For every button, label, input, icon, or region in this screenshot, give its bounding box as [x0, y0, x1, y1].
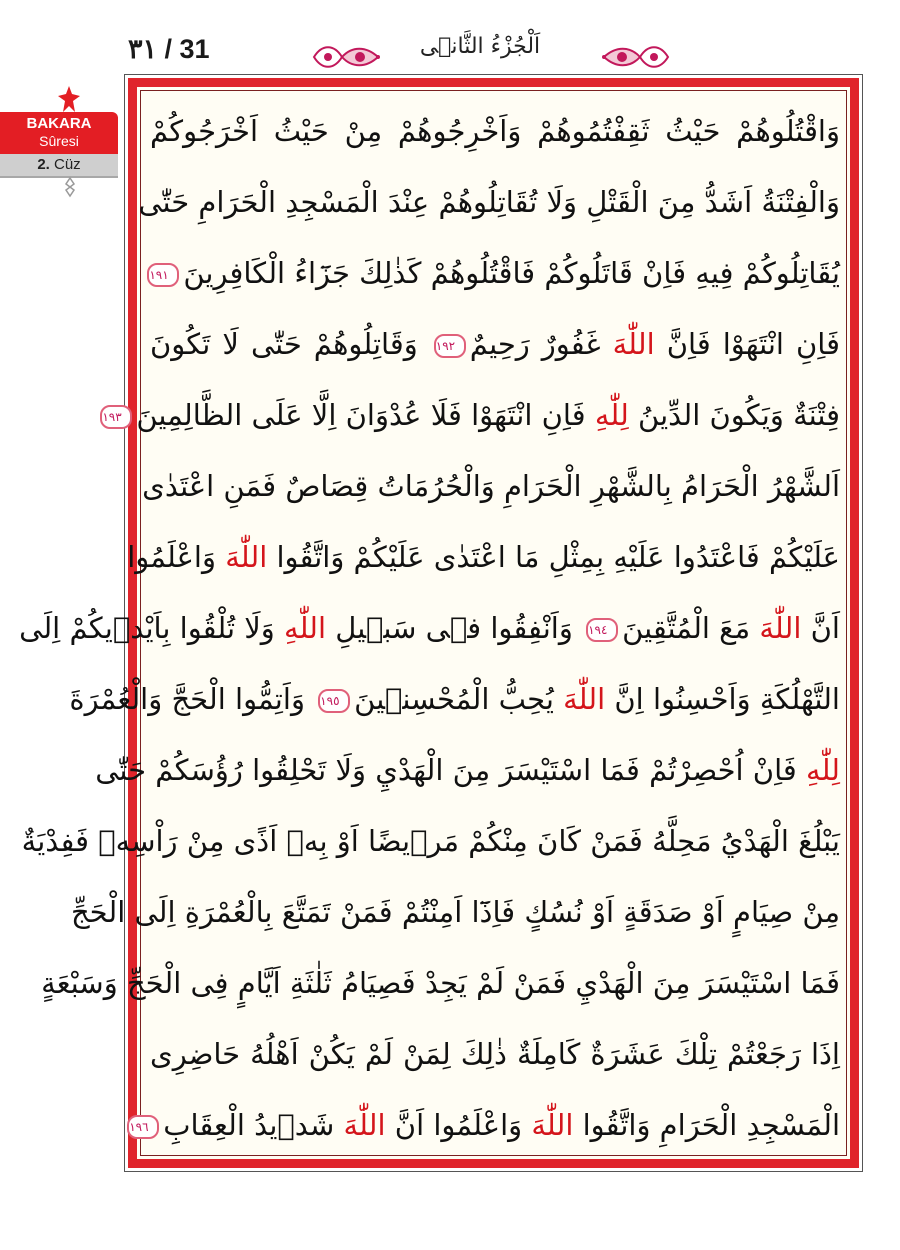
verse-text: وَاقْتُلُوهُمْ حَيْثُ ثَقِفْتُمُوهُمْ وَاَخْرِجُوهُمْ مِنْ حَيْثُ اَخْرَجُوكُمْ: [150, 114, 840, 148]
ayah-number-marker: ١٩٣: [100, 405, 132, 429]
verse-text: وَاَتِمُّوا الْحَجَّ وَالْعُمْرَةَ: [69, 682, 315, 716]
ayah-number-marker: ١٩٥: [318, 689, 350, 713]
verse-text: يُحِبُّ الْمُحْسِنٖينَ: [354, 682, 564, 716]
verse-line: [41, 948, 840, 1019]
juz-title: اَلْجُزْءُ الثَّانٖى: [419, 34, 541, 59]
divine-name: اللّٰهَ: [531, 1108, 574, 1142]
verse-line: [95, 735, 840, 806]
verse-line: [127, 522, 840, 593]
verse-line: [70, 877, 840, 948]
juz-box: [0, 154, 118, 178]
verse-line: [150, 1019, 840, 1090]
verse-text: عَلَيْكُمْ فَاعْتَدُوا عَلَيْهِ بِمِثْلِ مَا اعْتَدٰى عَلَيْكُمْ وَاتَّقُوا: [267, 540, 840, 574]
verse-text: يُقَاتِلُوكُمْ فِيهِ فَاِنْ قَاتَلُوكُمْ فَاقْتُلُوهُمْ كَذٰلِكَ جَزَٓاءُ الْكَافِرِينَ: [183, 256, 840, 290]
sura-name: BAKARA: [26, 115, 92, 132]
verse-text: الْمَسْجِدِ الْحَرَامِ وَاتَّقُوا: [573, 1108, 840, 1142]
verse-text: يَبْلُغَ الْهَدْيُ مَحِلَّهُ فَمَنْ كَانَ مِنْكُمْ مَرٖيضًا اَوْ بِهٖ اَذًى مِنْ رَاْسِهٖ فَفِدْيَةٌ: [21, 824, 840, 858]
divine-name: اللّٰهَ: [343, 1108, 386, 1142]
verse-line: [102, 380, 840, 451]
page-number: ٣١ / 31: [128, 34, 210, 64]
ayah-number-marker: ١٩٤: [586, 618, 618, 642]
verse-text: فِتْنَةٌ وَيَكُونَ الدِّينُ: [628, 398, 840, 432]
verse-line: [21, 806, 840, 877]
verse-text: وَلَا تُلْقُوا بِاَيْدٖيكُمْ اِلَى: [19, 611, 285, 645]
verse-line: [19, 593, 840, 664]
ayah-number-marker: ١٩٦: [127, 1115, 159, 1139]
verse-text: مِنْ صِيَامٍ اَوْ صَدَقَةٍ اَوْ نُسُكٍ فَاِذَٓا اَمِنْتُمْ فَمَنْ تَمَتَّعَ بِالْعُمْرَةِ اِلَى الْحَجِّ: [70, 895, 840, 929]
verse-line: [138, 167, 840, 238]
divine-name: اللّٰهَ: [225, 540, 268, 574]
header-ornament-right-icon: [600, 40, 670, 74]
sura-label: Sûresi: [39, 133, 79, 149]
divine-name: اللّٰهَ: [759, 611, 802, 645]
divine-name: لِلّٰهِ: [806, 753, 840, 787]
verse-text: وَاعْلَمُوا: [127, 540, 226, 574]
ayah-number-marker: ١٩٢: [434, 334, 466, 358]
verse-line: [142, 451, 840, 522]
verse-text: وَالْفِتْنَةُ اَشَدُّ مِنَ الْقَتْلِ وَلَا تُقَاتِلُوهُمْ عِنْدَ الْمَسْجِدِ الْحَرَامِ حَتّٰى: [138, 185, 840, 219]
verse-line: [129, 1090, 840, 1161]
verse-text: وَقَاتِلُوهُمْ حَتّٰى لَا تَكُونَ: [150, 327, 430, 361]
verse-text: مَعَ الْمُتَّقِينَ: [622, 611, 760, 645]
verse-text: وَاَنْفِقُوا فٖى سَبٖيلِ: [326, 611, 583, 645]
verse-text: فَاِنِ انْتَهَوْا فَاِنَّ: [654, 327, 840, 361]
verse-text: فَمَا اسْتَيْسَرَ مِنَ الْهَدْيِ فَمَنْ لَمْ يَجِدْ فَصِيَامُ ثَلٰثَةِ اَيَّامٍ فِى الْحَجِّ وَسَبْعَةٍ: [41, 966, 840, 1000]
tab-ornament-bottom-icon: [60, 178, 80, 196]
header-ornament-left-icon: [312, 40, 382, 74]
verse-text: غَفُورٌ رَحِيمٌ: [469, 327, 613, 361]
divine-name: لِلّٰهِ: [594, 398, 629, 432]
ayah-number-marker: ١٩١: [147, 263, 179, 287]
verse-text: فَاِنْ اُحْصِرْتُمْ فَمَا اسْتَيْسَرَ مِنَ الْهَدْيِ وَلَا تَحْلِقُوا رُؤُسَكُمْ حَتّٰى: [95, 753, 807, 787]
verse-line: [150, 238, 840, 309]
verse-text: اِذَا رَجَعْتُمْ تِلْكَ عَشَرَةٌ كَامِلَةٌ ذٰلِكَ لِمَنْ لَمْ يَكُنْ اَهْلُهُ حَاضِرِى: [150, 1037, 840, 1071]
divine-name: اللّٰهِ: [284, 611, 327, 645]
verse-text: شَدٖيدُ الْعِقَابِ: [163, 1108, 344, 1142]
verse-text: التَّهْلُكَةِ وَاَحْسِنُوا اِنَّ: [605, 682, 840, 716]
divine-name: اللّٰهَ: [563, 682, 606, 716]
sura-name-box: [0, 112, 118, 154]
verse-text: اَنَّ: [801, 611, 840, 645]
verse-text: فَاِنِ انْتَهَوْا فَلَا عُدْوَانَ اِلَّا عَلَى الظَّالِمِينَ: [136, 398, 595, 432]
verse-text: وَاعْلَمُوا اَنَّ: [385, 1108, 532, 1142]
juz-label: Cüz: [54, 156, 81, 173]
verse-line: [69, 664, 840, 735]
tab-ornament-top-icon: [56, 86, 82, 114]
juz-number: 2.: [37, 156, 50, 173]
verse-text: اَلشَّهْرُ الْحَرَامُ بِالشَّهْرِ الْحَرَامِ وَالْحُرُمَاتُ قِصَاصٌ فَمَنِ اعْتَدٰى: [142, 469, 840, 503]
divine-name: اللّٰهَ: [612, 327, 655, 361]
verse-line: [150, 309, 840, 380]
verse-line: [150, 96, 840, 167]
